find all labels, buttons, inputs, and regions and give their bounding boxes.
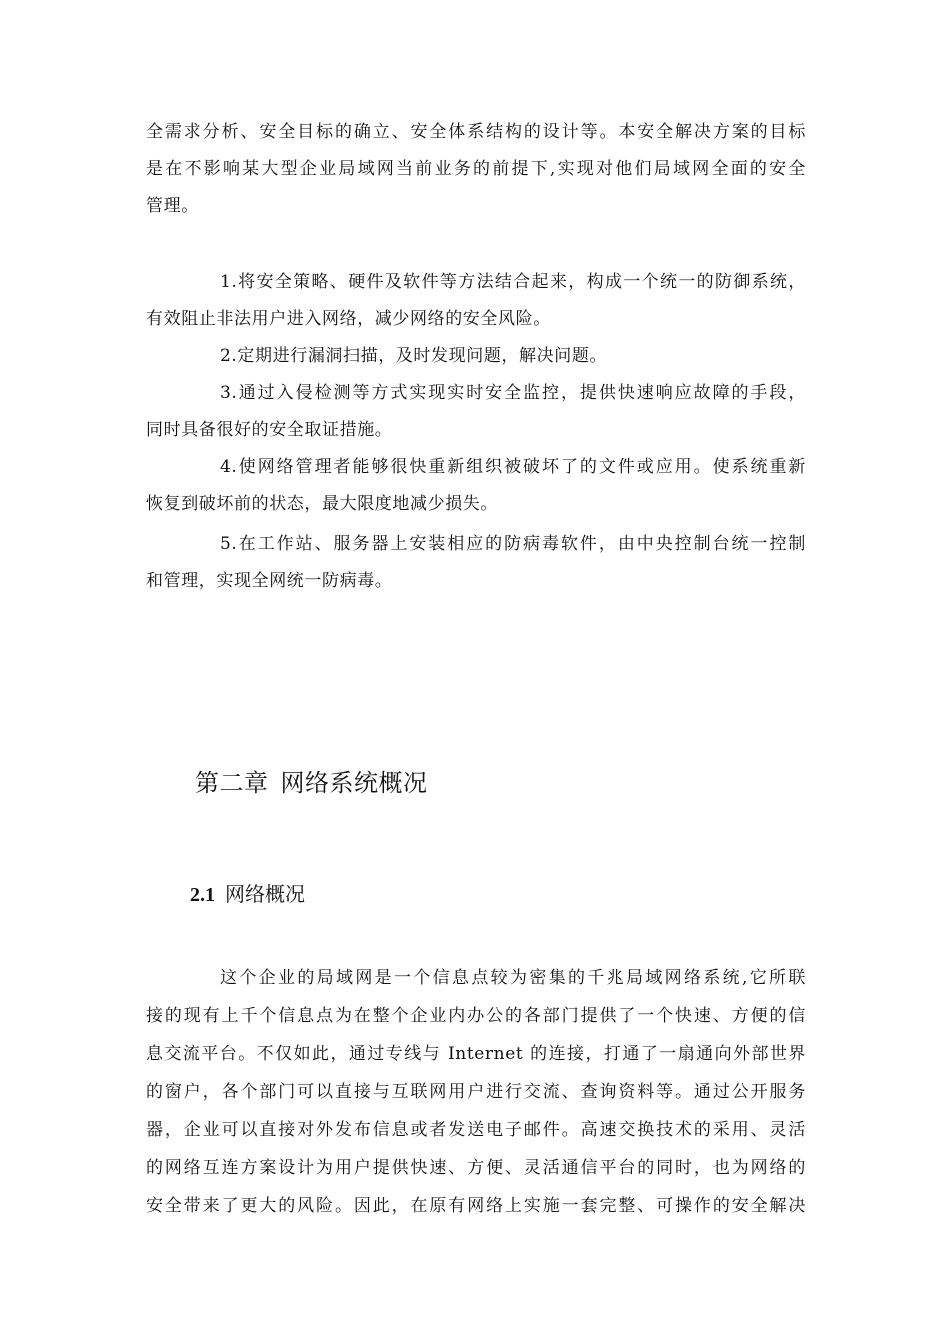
intro-line-1: 全需求分析、安全目标的确立、安全体系结构的设计等。本安全解决方案的目标: [146, 122, 806, 142]
chapter-label: 第二章: [195, 769, 269, 797]
chapter-heading: [195, 766, 428, 800]
section-title: 网络概况: [225, 882, 305, 906]
goal-1-line-1: 1.将安全策略、硬件及软件等方法结合起来，构成一个统一的防御系统，: [220, 272, 806, 292]
intro-line-2: 是在不影响某大型企业局域网当前业务的前提下,实现对他们局域网全面的安全: [146, 159, 806, 179]
overview-line-2: 接的现有上千个信息点为在整个企业内办公的各部门提供了一个快速、方便的信: [146, 1006, 806, 1026]
section-number: 2.1: [190, 884, 215, 906]
overview-line-5: 器，企业可以直接对外发布信息或者发送电子邮件。高速交换技术的采用、灵活: [146, 1120, 806, 1140]
chapter-title: 网络系统概况: [280, 769, 428, 797]
overview-line-6: 的网络互连方案设计为用户提供快速、方便、灵活通信平台的同时，也为网络的: [146, 1158, 806, 1178]
goal-1-line-2: 有效阻止非法用户进入网络，减少网络的安全风险。: [146, 309, 551, 329]
goal-5-line-2: 和管理，实现全网统一防病毒。: [146, 571, 393, 591]
overview-line-7: 安全带来了更大的风险。因此，在原有网络上实施一套完整、可操作的安全解决: [146, 1196, 806, 1216]
goal-5-line-1: 5.在工作站、服务器上安装相应的防病毒软件，由中央控制台统一控制: [220, 534, 806, 554]
goal-3-line-2: 同时具备很好的安全取证措施。: [146, 420, 393, 440]
overview-line-3: 息交流平台。不仅如此，通过专线与 Internet 的连接，打通了一扇通向外部世界: [146, 1044, 806, 1064]
overview-line-1: 这个企业的局域网是一个信息点较为密集的千兆局域网络系统,它所联: [220, 968, 806, 988]
goal-3-line-1: 3.通过入侵检测等方式实现实时安全监控，提供快速响应故障的手段，: [220, 383, 806, 403]
goal-4-line-1: 4.使网络管理者能够很快重新组织被破坏了的文件或应用。使系统重新: [220, 457, 806, 477]
goal-4-line-2: 恢复到破坏前的状态，最大限度地减少损失。: [146, 494, 498, 514]
overview-line-4: 的窗户，各个部门可以直接与互联网用户进行交流、查询资料等。通过公开服务: [146, 1082, 806, 1102]
section-heading: [190, 880, 305, 909]
goal-2-line-1: 2.定期进行漏洞扫描，及时发现问题，解决问题。: [220, 346, 608, 366]
intro-line-3: 管理。: [146, 196, 199, 216]
